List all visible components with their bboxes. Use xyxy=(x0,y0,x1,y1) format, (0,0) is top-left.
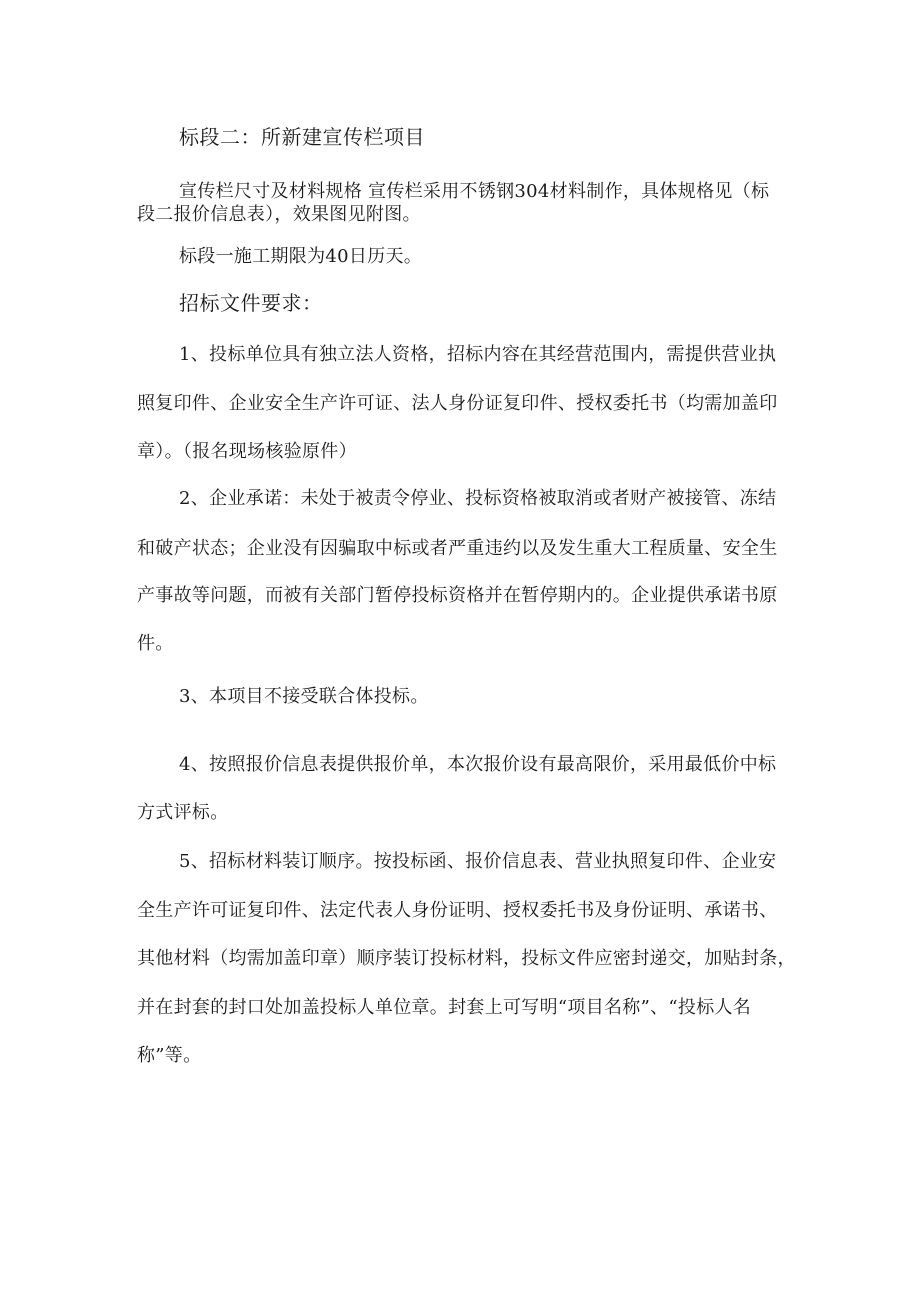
requirement-2-line-1: 2、企业承诺：未处于被责令停业、投标资格被取消或者财产被接管、冻结 xyxy=(179,488,777,509)
requirement-3-line-1: 3、本项目不接受联合体投标。 xyxy=(179,686,429,707)
spec-line-2: 段二报价信息表），效果图见附图。 xyxy=(137,204,421,225)
requirement-5-line-5: 称”等。 xyxy=(137,1045,202,1066)
requirement-5-line-4: 并在封套的封口处加盖投标人单位章。封套上可写明“项目名称”、“投标人名 xyxy=(137,997,752,1018)
requirement-4-line-1: 4、按照报价信息表提供报价单，本次报价设有最高限价，采用最低价中标 xyxy=(179,754,777,775)
requirement-5-line-3: 其他材料（均需加盖印章）顺序装订投标材料，投标文件应密封递交，加贴封条， xyxy=(137,948,796,969)
spec-line-1: 宣传栏尺寸及材料规格 宣传栏采用不锈钢304材料制作，具体规格见（标 xyxy=(179,181,770,202)
requirements-title: 招标文件要求： xyxy=(179,291,323,315)
requirement-1-line-2: 照复印件、企业安全生产许可证、法人身份证复印件、授权委托书（均需加盖印 xyxy=(137,393,778,414)
section2-title: 标段二：所新建宣传栏项目 xyxy=(179,125,425,149)
requirement-2-line-3: 产事故等问题，而被有关部门暂停投标资格并在暂停期内的。企业提供承诺书原 xyxy=(137,585,778,606)
requirement-2-line-2: 和破产状态；企业没有因骗取中标或者严重违约以及发生重大工程质量、安全生 xyxy=(137,538,778,559)
construction-period: 标段一施工期限为40日历天。 xyxy=(179,246,423,267)
requirement-5-line-2: 全生产许可证复印件、法定代表人身份证明、授权委托书及身份证明、承诺书、 xyxy=(137,900,778,921)
requirement-2-line-4: 件。 xyxy=(137,633,174,654)
requirement-4-line-2: 方式评标。 xyxy=(137,802,229,823)
requirement-1-line-1: 1、投标单位具有独立法人资格，招标内容在其经营范围内，需提供营业执 xyxy=(179,344,777,365)
requirement-1-line-3: 章）。（报名现场核验原件） xyxy=(137,441,357,462)
requirement-5-line-1: 5、招标材料装订顺序。按投标函、报价信息表、营业执照复印件、企业安 xyxy=(179,851,777,872)
